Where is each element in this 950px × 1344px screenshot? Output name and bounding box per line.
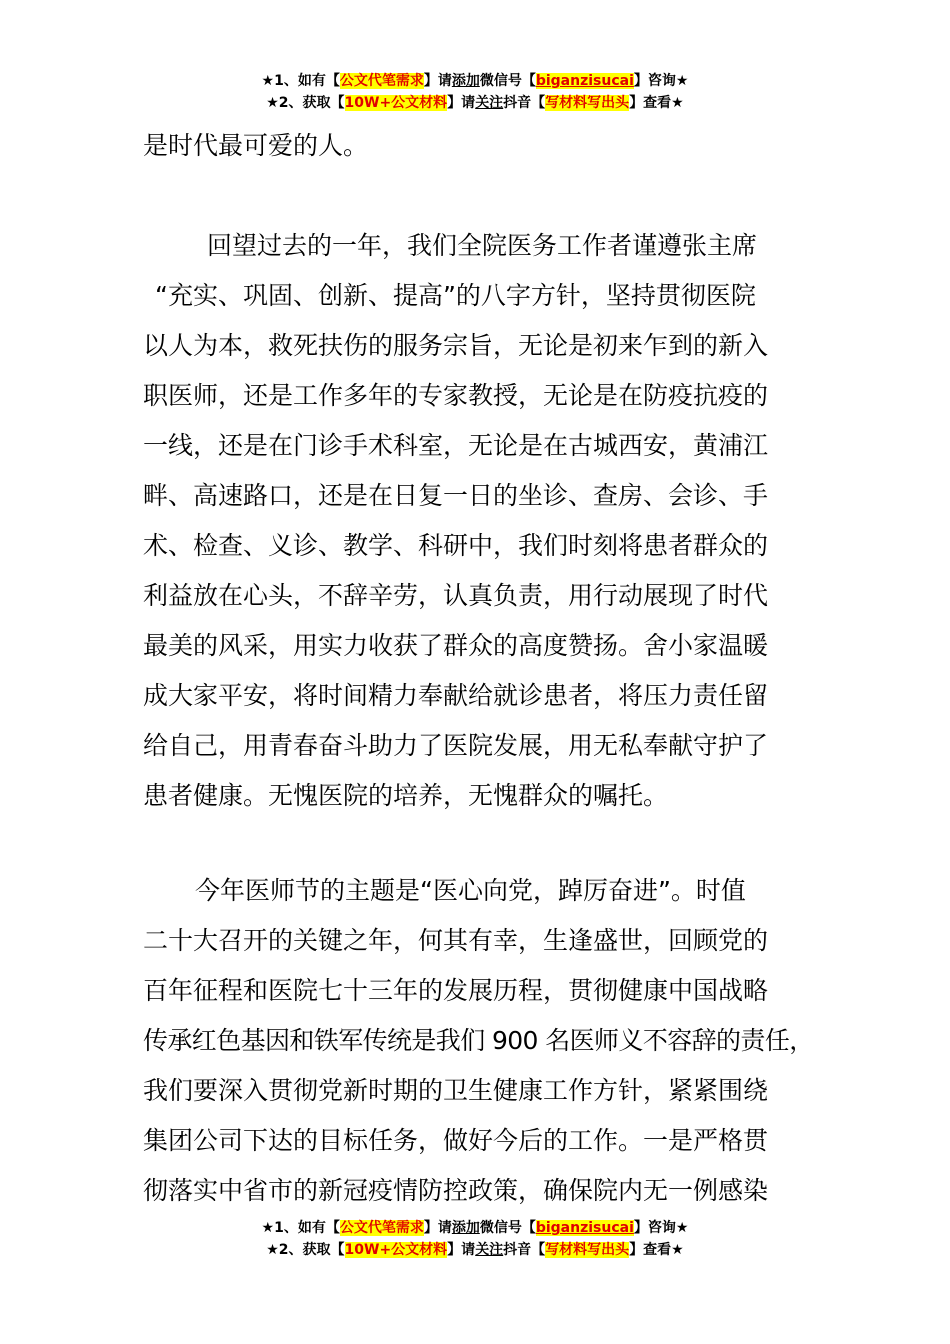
banner-line-1 (0, 70, 950, 92)
text-line: 二十大召开的关键之年，何其有幸，生逢盛世，回顾党的 (143, 926, 769, 955)
text-line: 一线，还是在门诊手术科室，无论是在古城西安，黄浦江 (143, 431, 769, 460)
text-line: 最美的风采，用实力收获了群众的高度赞扬。舍小家温暖 (143, 631, 769, 660)
highlight-wechat-id: biganzisucai (535, 1220, 634, 1236)
banner-text: ★2、获取【 (266, 95, 345, 111)
banner-text: 】咨询★ (633, 73, 689, 89)
banner-underlined: 添加 (451, 1220, 480, 1236)
highlight-service: 公文代笔需求 (339, 1220, 424, 1236)
banner-text: 微信号【 (479, 1220, 536, 1236)
banner-text: 抖音【 (503, 1242, 546, 1258)
text-line: 传承红色基因和铁军传统是我们 900 名医师义不容辞的责任， (143, 1026, 814, 1055)
highlight-douyin: 写材料写出头 (545, 1242, 630, 1258)
highlight-service: 公文代笔需求 (339, 73, 424, 89)
banner-line-1 (0, 1217, 950, 1239)
text-line: 职医师，还是工作多年的专家教授，无论是在防疫抗疫的 (143, 381, 769, 410)
banner-text: 微信号【 (479, 73, 536, 89)
banner-text: 】请 (423, 1220, 452, 1236)
banner-text: ★2、获取【 (266, 1242, 345, 1258)
paragraph-start-line: 回望过去的一年，我们全院医务工作者谨遵张主席 (207, 231, 758, 260)
text-line: 彻落实中省市的新冠疫情防控政策，确保院内无一例感染 (143, 1176, 769, 1205)
text-line: 百年征程和医院七十三年的发展历程，贯彻健康中国战略 (143, 976, 769, 1005)
text-line: 术、检查、义诊、教学、科研中，我们时刻将患者群众的 (143, 531, 769, 560)
banner-line-2 (0, 92, 950, 114)
text-line: 患者健康。无愧医院的培养，无愧群众的嘱托。 (143, 781, 669, 810)
text-line: “充实、巩固、创新、提高”的八字方针，坚持贯彻医院 (155, 281, 756, 310)
banner-text: 【 (325, 1220, 340, 1236)
text-line: 集团公司下达的目标任务，做好今后的工作。一是严格贯 (143, 1126, 769, 1155)
paragraph-start-line: 今年医师节的主题是“医心向党，踔厉奋进”。时值 (195, 876, 746, 905)
highlight-materials: 10W+公文材料 (344, 95, 448, 111)
text-line: 畔、高速路口，还是在日复一日的坐诊、查房、会诊、手 (143, 481, 769, 510)
highlight-wechat-id: biganzisucai (535, 73, 634, 89)
banner-underlined: 添加 (451, 73, 480, 89)
banner-text: 】查看★ (629, 1242, 684, 1258)
bottom-banner (0, 1217, 950, 1261)
banner-text: 】请 (447, 1242, 476, 1258)
text-line: 是时代最可爱的人。 (143, 131, 369, 160)
banner-line-2 (0, 1239, 950, 1261)
highlight-materials: 10W+公文材料 (344, 1242, 448, 1258)
banner-underlined: 关注 (475, 1242, 504, 1258)
banner-text: 】请 (447, 95, 476, 111)
banner-text: 】咨询★ (633, 1220, 689, 1236)
top-banner (0, 70, 950, 114)
text-line: 利益放在心头，不辞辛劳，认真负责，用行动展现了时代 (143, 581, 769, 610)
banner-text: 】查看★ (629, 95, 684, 111)
banner-text: 抖音【 (503, 95, 546, 111)
banner-underlined: 关注 (475, 95, 504, 111)
banner-text: ★1、如有 (261, 73, 326, 89)
text-line: 成大家平安，将时间精力奉献给就诊患者，将压力责任留 (143, 681, 769, 710)
highlight-douyin: 写材料写出头 (545, 95, 630, 111)
banner-text: 【 (325, 73, 340, 89)
text-line: 给自己，用青春奋斗助力了医院发展，用无私奉献守护了 (143, 731, 769, 760)
banner-text: 】请 (423, 73, 452, 89)
text-line: 我们要深入贯彻党新时期的卫生健康工作方针，紧紧围绕 (143, 1076, 769, 1105)
banner-text: ★1、如有 (261, 1220, 326, 1236)
text-line: 以人为本，救死扶伤的服务宗旨，无论是初来乍到的新入 (143, 331, 769, 360)
